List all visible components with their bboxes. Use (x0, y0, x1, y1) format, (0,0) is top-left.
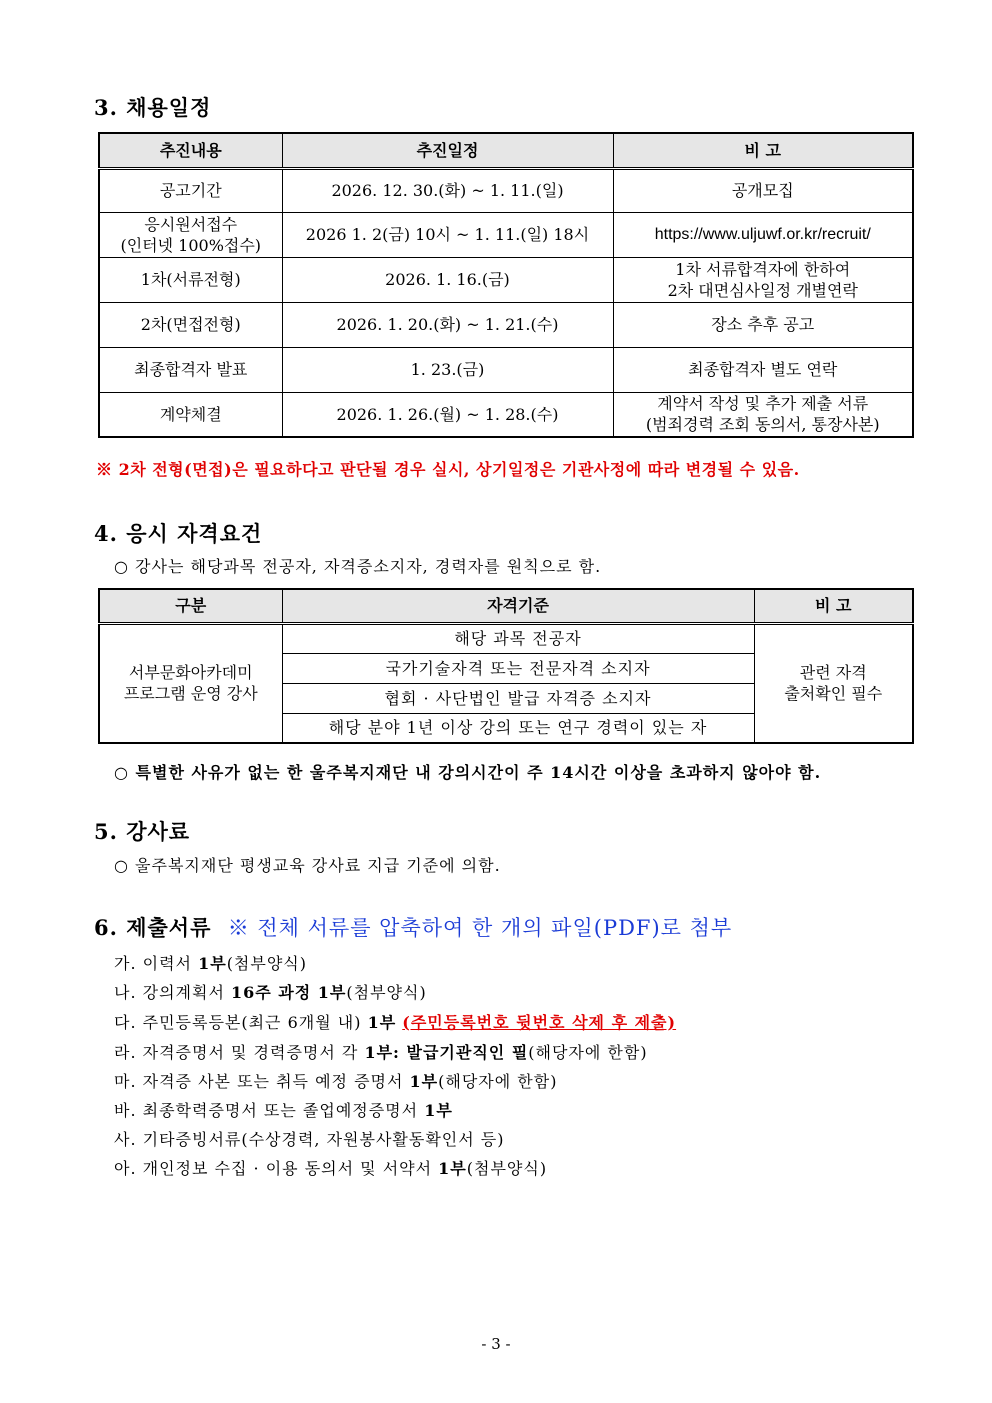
category-line2: 프로그램 운영 강사 (123, 684, 258, 704)
list-item (114, 1098, 453, 1121)
col-header-note: 비 고 (754, 589, 913, 623)
item-suffix: (첨부양식) (466, 1159, 548, 1178)
row-schedule: 2026. 1. 16.(금) (282, 257, 613, 302)
item-warning: (주민등록번호 뒷번호 삭제 후 제출) (402, 1013, 677, 1032)
recruit-link[interactable]: https://www.uljuwf.or.kr/recruit/ (613, 212, 913, 257)
row-item: 2차(면접전형) (99, 302, 282, 347)
criteria-item: 국가기술자격 또는 전문자격 소지자 (282, 653, 754, 683)
row-note-line1: 계약서 작성 및 추가 제출 서류 (657, 394, 869, 414)
section4-intro: ○ 강사는 해당과목 전공자, 자격증소지자, 경력자를 원칙으로 함. (114, 557, 602, 576)
section4-title: 4. 응시 자격요건 (94, 521, 263, 546)
item-bold: 16주 과정 1부 (231, 983, 347, 1002)
category-cell (99, 623, 282, 743)
table-row (99, 168, 913, 212)
criteria-item: 해당 분야 1년 이상 강의 또는 연구 경력이 있는 자 (282, 713, 754, 743)
item-bold: 1부 (438, 1159, 467, 1178)
table-row (99, 347, 913, 392)
row-note: 장소 추후 공고 (613, 302, 913, 347)
table-row (99, 392, 913, 437)
section6-title: 6. 제출서류 (94, 915, 212, 940)
section5-text: ○ 울주복지재단 평생교육 강사료 지급 기준에 의함. (114, 856, 501, 875)
list-item (114, 1127, 505, 1150)
row-item: 최종합격자 발표 (99, 347, 282, 392)
qualification-table (98, 588, 914, 744)
section3-title: 3. 채용일정 (94, 95, 212, 120)
item-text: 바. 최종학력증명서 또는 졸업예정증명서 (114, 1101, 425, 1120)
item-text: 사. 기타증빙서류(수상경력, 자원봉사활동확인서 등) (114, 1130, 505, 1149)
section6-heading (94, 912, 732, 942)
category-line1: 서부문화아카데미 (128, 663, 253, 683)
note-line2: 출처확인 필수 (784, 684, 883, 704)
row-schedule: 2026. 1. 26.(월) ~ 1. 28.(수) (282, 392, 613, 437)
row-note-line2: 2차 대면심사일정 개별연락 (667, 280, 858, 300)
row-item: 공고기간 (99, 168, 282, 212)
row-schedule: 2026 1. 2(금) 10시 ~ 1. 11.(일) 18시 (282, 212, 613, 257)
criteria-item: 협회 · 사단법인 발급 자격증 소지자 (282, 683, 754, 713)
item-text: 가. 이력서 (114, 954, 199, 973)
item-text: 나. 강의계획서 (114, 983, 231, 1002)
col-header-note: 비 고 (613, 133, 913, 168)
row-item (99, 212, 282, 257)
row-note (613, 392, 913, 437)
col-header-item: 추진내용 (99, 133, 282, 168)
table-row (99, 212, 913, 257)
section5-title: 5. 강사료 (94, 819, 191, 844)
table-row (99, 302, 913, 347)
section4-footnote: ○ 특별한 사유가 없는 한 울주복지재단 내 강의시간이 주 14시간 이상을 초과하지 않아야 함. (114, 763, 822, 782)
col-header-schedule: 추진일정 (282, 133, 613, 168)
item-suffix: (첨부양식) (226, 954, 307, 973)
row-schedule: 2026. 1. 20.(화) ~ 1. 21.(수) (282, 302, 613, 347)
qualification-note (754, 623, 913, 743)
item-text: 다. 주민등록등본(최근 6개월 내) (114, 1013, 368, 1032)
item-bold: 1부 (198, 954, 227, 973)
list-item (114, 1010, 676, 1033)
schedule-notice: ※ 2차 전형(면접)은 필요하다고 판단될 경우 실시, 상기일정은 기관사정에 따라 변경될 수 있음. (96, 460, 800, 479)
row-item-line2: (인터넷 100%접수) (120, 235, 262, 255)
page-number: - 3 - (481, 1335, 511, 1353)
list-item (114, 980, 427, 1003)
note-line1: 관련 자격 (799, 663, 867, 683)
col-header-category: 구분 (99, 589, 282, 623)
item-text: 마. 자격증 사본 또는 취득 예정 증명서 (114, 1072, 410, 1091)
item-suffix: (해당자에 한함) (438, 1072, 558, 1091)
item-text: 아. 개인정보 수집 · 이용 동의서 및 서약서 (114, 1159, 439, 1178)
row-note: 최종합격자 별도 연락 (613, 347, 913, 392)
item-suffix: (해당자에 한함) (528, 1043, 648, 1062)
row-item: 1차(서류전형) (99, 257, 282, 302)
item-bold: 1부: 발급기관직인 필 (364, 1043, 529, 1062)
row-note-line2: (범죄경력 조회 동의서, 통장사본) (645, 415, 880, 435)
row-note (613, 257, 913, 302)
item-suffix: (첨부양식) (346, 983, 427, 1002)
criteria-item: 해당 과목 전공자 (282, 623, 754, 653)
col-header-criteria: 자격기준 (282, 589, 754, 623)
row-note: 공개모집 (613, 168, 913, 212)
list-item (114, 951, 307, 974)
item-bold: 1부 (367, 1013, 397, 1032)
table-row (99, 623, 913, 653)
schedule-table (98, 132, 914, 438)
list-item (114, 1069, 557, 1092)
section6-title-note: ※ 전체 서류를 압축하여 한 개의 파일(PDF)로 첨부 (227, 916, 733, 940)
row-note-line1: 1차 서류합격자에 한하여 (675, 259, 851, 279)
list-item (114, 1040, 648, 1063)
item-text: 라. 자격증명서 및 경력증명서 각 (114, 1043, 365, 1062)
row-item: 계약체결 (99, 392, 282, 437)
table-row (99, 257, 913, 302)
item-bold: 1부 (409, 1072, 439, 1091)
row-schedule: 2026. 12. 30.(화) ~ 1. 11.(일) (282, 168, 613, 212)
item-bold: 1부 (424, 1101, 453, 1120)
row-schedule: 1. 23.(금) (282, 347, 613, 392)
row-item-line1: 응시원서접수 (144, 214, 238, 234)
list-item (114, 1156, 547, 1179)
